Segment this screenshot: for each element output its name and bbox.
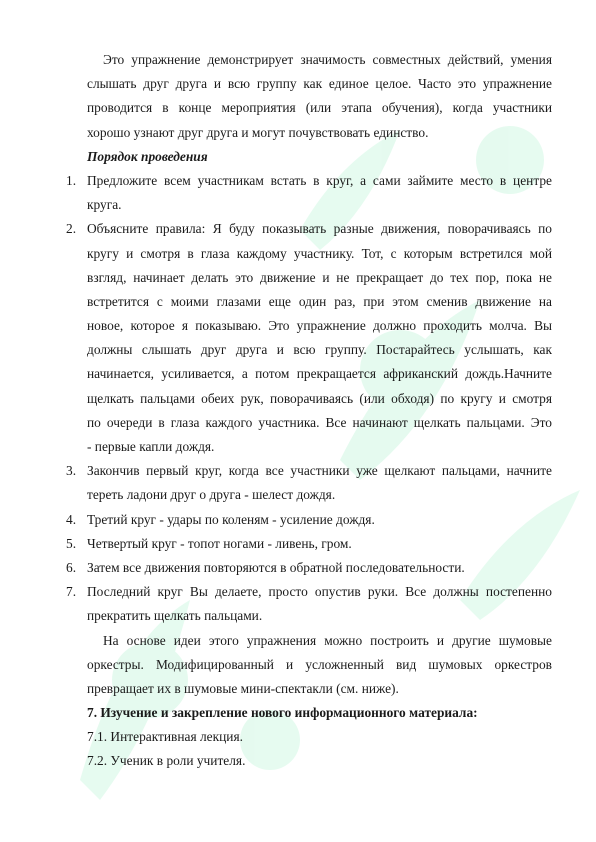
step-line: Закончив первый круг, когда все участники уже щелкают пальцами, начните — [87, 463, 552, 479]
step-line: Объясните правила: Я буду показывать разные движения, поворачиваясь по — [87, 221, 552, 237]
intro-line: проводится в конце мероприятия (или этапа обучения), когда участники — [87, 100, 552, 116]
step-2 — [0, 217, 596, 459]
step-line: - первые капли дождя. — [87, 439, 215, 454]
step-line: начинается, усиливается, а потом прекращается африканский дождь.Начните — [87, 366, 552, 382]
step-number: 7. — [66, 584, 77, 600]
step-line: круга. — [87, 197, 122, 213]
intro-line: хорошо узнают друг друга и могут почувствовать единство. — [87, 124, 429, 140]
step-line: прекратить щелкать пальцами. — [87, 608, 263, 624]
step-3 — [0, 459, 596, 507]
subsection-item: 7.1. Интерактивная лекция. — [87, 729, 243, 745]
intro-line: Это упражнение демонстрирует значимость совместных действий, умения — [103, 52, 552, 67]
step-line: взгляд, начинает делать это движение и не прекращает до тех пор, пока не — [87, 269, 552, 285]
step-number: 6. — [66, 559, 77, 575]
step-4 — [0, 508, 596, 532]
procedure-heading: Порядок проведения — [87, 148, 208, 164]
step-line: Четвертый круг - топот ногами - ливень, гром. — [87, 535, 352, 551]
step-1 — [0, 169, 596, 217]
step-number: 4. — [66, 511, 77, 527]
subsection-item: 7.2. Ученик в роли учителя. — [87, 753, 246, 769]
step-number: 5. — [66, 535, 77, 551]
step-line: Последний круг Вы делаете, просто опустив руки. Все должны постепенно — [87, 584, 552, 600]
step-line: кругу и смотря в глаза каждому участнику. Тот, с которым встретился мой — [87, 245, 552, 261]
step-7 — [0, 580, 596, 628]
closing-line: превращает их в шумовые мини-спектакли (см. ниже). — [87, 680, 399, 696]
intro-line: слышать друг друга и всю группу как единое целое. Часто это упражнение — [87, 76, 552, 92]
step-line: должны слышать друг друга и всю группу. Постарайтесь услышать, как — [87, 342, 552, 358]
step-line: встретится с моими глазами еще один раз, при этом сменив движение на — [87, 293, 552, 309]
document-page — [0, 48, 596, 774]
closing-paragraph — [0, 629, 596, 702]
step-line: по очереди в глаза каждого участника. Все начинают щелкать пальцами. Это — [87, 414, 552, 430]
section-title: 7. Изучение и закрепление нового информационного материала: — [87, 705, 478, 721]
step-line: тереть ладони друг о друга - шелест дождя. — [87, 487, 336, 503]
step-line: Третий круг - удары по коленям - усиление дождя. — [87, 511, 375, 527]
closing-line: На основе идеи этого упражнения можно построить и другие шумовые — [103, 632, 552, 648]
step-line: новое, которое я показываю. Это упражнение должно проходить молча. Вы — [87, 318, 552, 334]
closing-line: оркестры. Модифицированный и усложненный вид шумовых оркестров — [87, 656, 552, 672]
step-number: 2. — [66, 221, 77, 237]
step-6 — [0, 556, 596, 580]
step-line: Предложите всем участникам встать в круг, а сами займите место в центре — [87, 172, 552, 188]
step-line: Затем все движения повторяются в обратной последовательности. — [87, 559, 465, 575]
intro-paragraph — [0, 48, 596, 145]
step-number: 1. — [66, 172, 77, 188]
procedure-steps — [0, 169, 596, 629]
step-5 — [0, 532, 596, 556]
step-number: 3. — [66, 463, 77, 479]
step-line: щелкать пальцами обеих рук, поворачиваясь (или обходя) по кругу и смотря — [87, 390, 552, 406]
